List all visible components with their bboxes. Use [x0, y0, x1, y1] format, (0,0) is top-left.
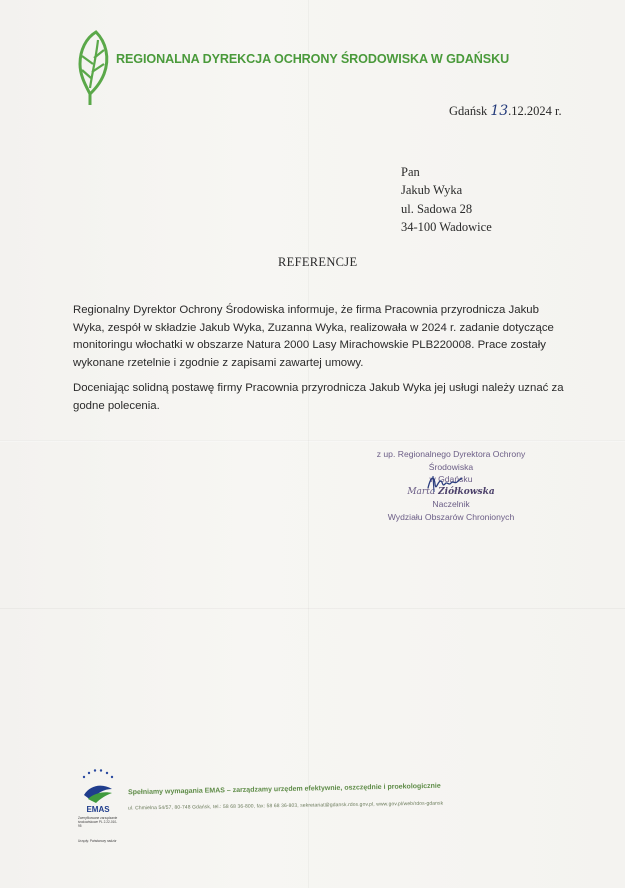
emas-note-secondary: Urzędy: Państwowy nadzór: [78, 839, 117, 843]
date-day-handwritten: 13: [490, 103, 509, 119]
body-paragraph-1: Regionalny Dyrektor Ochrony Środowiska informuje, że firma Pracownia przyrodnicza Jakub Wyka, zespół w składzie Jakub Wyka, Zuzanna Wyka, realizowała w 2024 r. zadanie dotyczące monitoringu włochatki w obszarze Natura 2000 Lasy Mirachowskie PLB220008. Prace zostały wykonane rzetelnie i zgodnie z zapisami zawartej umowy.: [73, 304, 554, 369]
paper-fold: [308, 0, 309, 888]
signatory-first-name: Marta: [407, 486, 436, 497]
stamp-authority: z up. Regionalnego Dyrektora Ochrony Środowiska: [376, 449, 526, 472]
paper-fold: [0, 440, 625, 442]
signatory-role: Naczelnik: [432, 499, 470, 509]
eu-stars-icon: [76, 767, 120, 781]
recipient-city: 34-100 Wadowice: [401, 220, 492, 235]
emas-label: EMAS: [86, 805, 110, 814]
document-title: REFERENCJE: [278, 255, 358, 269]
leaf-icon: [70, 28, 112, 106]
organization-name: REGIONALNA DYREKCJA OCHRONY ŚRODOWISKA W GDAŃSKU: [116, 52, 510, 66]
recipient-street: ul. Sadowa 28: [401, 201, 473, 216]
handwritten-signature: [425, 472, 465, 494]
paper-fold: [0, 608, 625, 609]
letter-body: [73, 302, 573, 424]
recipient-address: [401, 163, 492, 237]
stamp-city: w Gdańsku: [429, 474, 473, 484]
date-place: Gdańsk: [449, 104, 488, 118]
footer-address: ul. Chmielna 54/57, 80-748 Gdańsk, tel.: 58 68 36-800, fax: 58 68 36-803, sekretariat@gdansk.rdos.gov.pl, www.gov.pl/web/rdos-gdansk: [127, 800, 444, 812]
letter-date: [449, 103, 562, 119]
signatory-department: Wydziału Obszarów Chronionych: [387, 511, 515, 522]
date-rest: .12.2024 r.: [508, 104, 562, 118]
recipient-salutation: Pan: [401, 165, 420, 179]
emas-badge: [76, 767, 120, 857]
emas-note: Zweryfikowane zarządzanie środowiskowe PL 2.22-010-95: [78, 816, 118, 828]
recipient-name: Jakub Wyka: [401, 183, 463, 198]
footer-tagline: Spełniamy wymagania EMAS – zarządzamy urzędem efektywnie, oszczędnie i proekologicznie: [127, 782, 441, 797]
body-paragraph-2: Doceniając solidną postawę firmy Pracownia przyrodnicza Jakub Wyka jej usługi należy uznać za godne polecenia.: [73, 382, 564, 412]
emas-logo-icon: [82, 781, 114, 803]
signatory-last-name: Ziółkowska: [438, 486, 495, 497]
